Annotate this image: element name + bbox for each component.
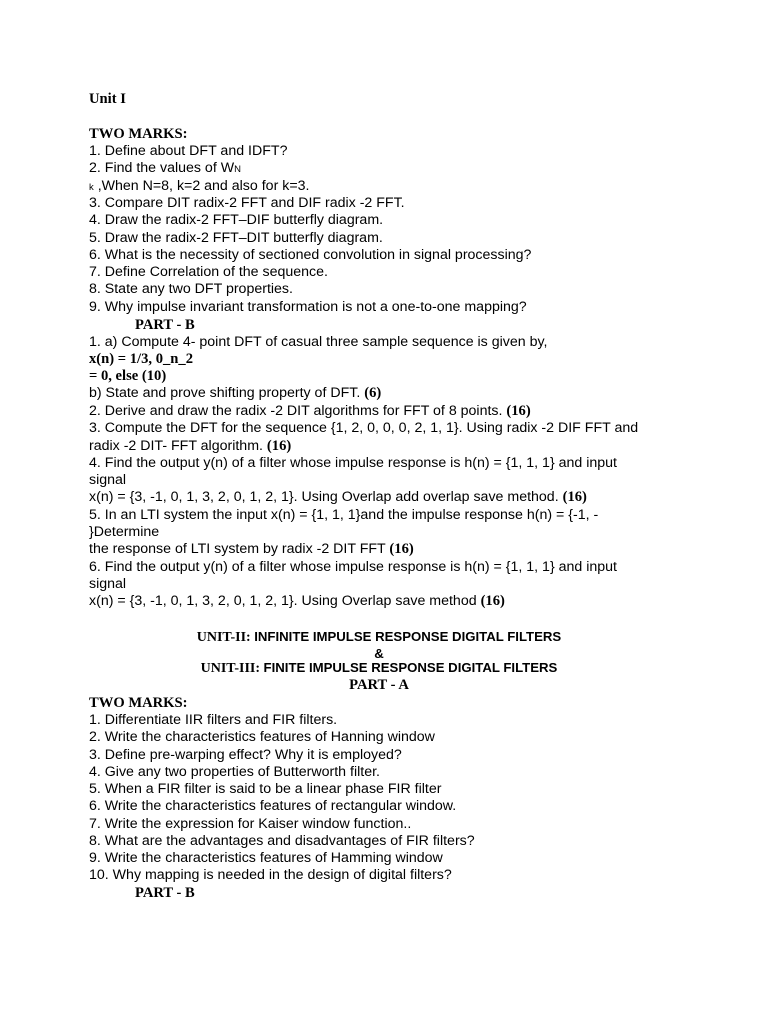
- filter-question-6: 6. Write the characteristics features of rectangular window.: [89, 798, 457, 814]
- subscript-n: N: [234, 164, 241, 175]
- filter-question-8: 8. What are the advantages and disadvantages of FIR filters?: [89, 833, 475, 849]
- part-b-q3-line-2: radix -2 DIT- FFT algorithm. (16): [89, 438, 292, 454]
- question-8: 8. State any two DFT properties.: [89, 281, 293, 297]
- part-b-q1-equation-2: = 0, else (10): [89, 368, 167, 384]
- question-9: 9. Why impulse invariant transformation is not a one-to-one mapping?: [89, 299, 527, 315]
- part-b-q6-line-1: 6. Find the output y(n) of a filter whose impulse response is h(n) = {1, 1, 1} and input: [89, 559, 617, 575]
- part-b-q5-line-3: the response of LTI system by radix -2 DIT FFT (16): [89, 541, 414, 557]
- part-b-heading-2: PART - B: [135, 885, 195, 901]
- question-2-cont: k ,When N=8, k=2 and also for k=3.: [89, 178, 310, 194]
- part-b-q4-line-3: x(n) = {3, -1, 0, 1, 3, 2, 0, 1, 2, 1}. Using Overlap add overlap save method. (16): [89, 489, 587, 505]
- part-b-q6-line-2: signal: [89, 576, 127, 592]
- part-b-q1a: 1. a) Compute 4- point DFT of casual three sample sequence is given by,: [89, 334, 548, 350]
- marks: (16): [562, 489, 587, 505]
- filter-question-2: 2. Write the characteristics features of Hanning window: [89, 729, 435, 745]
- filter-question-7: 7. Write the expression for Kaiser window function..: [89, 816, 412, 832]
- filter-question-5: 5. When a FIR filter is said to be a linear phase FIR filter: [89, 781, 442, 797]
- unit-2-heading: UNIT-II: INFINITE IMPULSE RESPONSE DIGITAL FILTERS: [196, 629, 562, 645]
- part-b-q4-line-1: 4. Find the output y(n) of a filter whose impulse response is h(n) = {1, 1, 1} and input: [89, 455, 617, 471]
- filter-question-9: 9. Write the characteristics features of Hamming window: [89, 850, 443, 866]
- part-b-q3-line-1: 3. Compute the DFT for the sequence {1, 2, 0, 0, 0, 2, 1, 1}. Using radix -2 DIF FFT and: [89, 420, 639, 436]
- marks: (16): [506, 403, 531, 419]
- filter-question-3: 3. Define pre-warping effect? Why it is employed?: [89, 747, 402, 763]
- marks: (16): [389, 541, 414, 557]
- part-b-q1b: b) State and prove shifting property of DFT. (6): [89, 385, 382, 401]
- part-b-q1-equation-1: x(n) = 1/3, 0_n_2: [89, 351, 193, 367]
- marks: (16): [480, 593, 505, 609]
- two-marks-heading-2: TWO MARKS:: [89, 695, 188, 711]
- part-b-q6-line-3: x(n) = {3, -1, 0, 1, 3, 2, 0, 1, 2, 1}. Using Overlap save method (16): [89, 593, 505, 609]
- part-a-heading: PART - A: [349, 677, 409, 693]
- unit-title: Unit I: [89, 91, 126, 107]
- part-b-q5-line-1: 5. In an LTI system the input x(n) = {1, 1, 1}and the impulse response h(n) = {-1, -: [89, 507, 599, 523]
- part-b-heading: PART - B: [135, 317, 195, 333]
- heading-ampersand: &: [374, 646, 384, 661]
- part-b-q5-line-2: }Determine: [89, 524, 160, 540]
- marks: (6): [364, 385, 382, 401]
- filter-question-1: 1. Differentiate IIR filters and FIR filters.: [89, 712, 338, 728]
- part-b-q4-line-2: signal: [89, 472, 127, 488]
- question-1: 1. Define about DFT and IDFT?: [89, 143, 288, 159]
- part-b-q2: 2. Derive and draw the radix -2 DIT algorithms for FFT of 8 points. (16): [89, 403, 531, 419]
- superscript-k: k: [89, 182, 94, 193]
- question-3: 3. Compare DIT radix-2 FFT and DIF radix -2 FFT.: [89, 195, 405, 211]
- question-4: 4. Draw the radix-2 FFT–DIF butterfly diagram.: [89, 212, 384, 228]
- filter-question-4: 4. Give any two properties of Butterworth filter.: [89, 764, 380, 780]
- two-marks-heading: TWO MARKS:: [89, 126, 188, 142]
- marks: (16): [266, 438, 292, 454]
- question-5: 5. Draw the radix-2 FFT–DIT butterfly diagram.: [89, 230, 383, 246]
- question-2: 2. Find the values of WN: [89, 160, 241, 176]
- question-7: 7. Define Correlation of the sequence.: [89, 264, 328, 280]
- unit-3-heading: UNIT-III: FINITE IMPULSE RESPONSE DIGITAL FILTERS: [200, 660, 558, 676]
- filter-question-10: 10. Why mapping is needed in the design of digital filters?: [89, 867, 452, 883]
- question-6: 6. What is the necessity of sectioned convolution in signal processing?: [89, 247, 532, 263]
